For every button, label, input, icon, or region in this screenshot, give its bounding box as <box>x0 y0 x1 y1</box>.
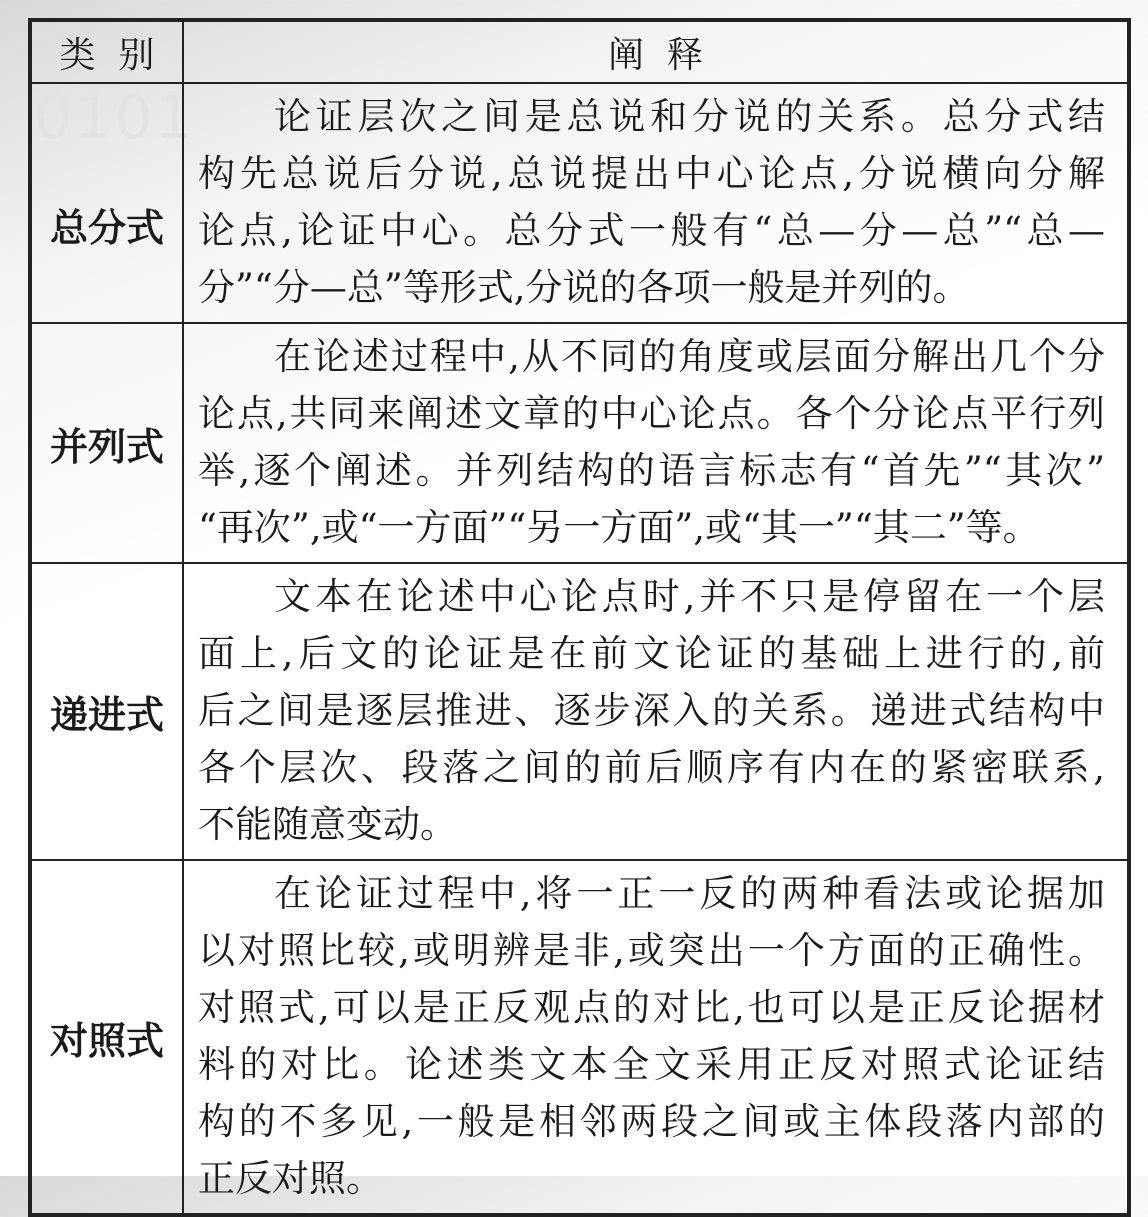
explanation-line: 料的对比。论述类文本全文采用正反对照式论证结 <box>198 1043 1105 1086</box>
header-explanation: 阐 释 <box>183 20 1129 83</box>
table-header-row <box>30 20 1129 83</box>
row-category: 总分式 <box>30 83 183 323</box>
row-category: 并列式 <box>30 323 183 563</box>
explanation-line: 正反对照。 <box>198 1157 383 1200</box>
explanation-line: 以对照比较,或明辨是非,或突出一个方面的正确性。 <box>198 929 1105 972</box>
explanation-line: 对照式,可以是正反观点的对比,也可以是正反论据材 <box>198 986 1105 1029</box>
explanation-line: 构先总说后分说,总说提出中心论点,分说横向分解 <box>198 152 1105 195</box>
row-category: 对照式 <box>30 860 183 1215</box>
explanation-line: 后之间是逐层推进、逐步深入的关系。递进式结构中 <box>198 689 1105 732</box>
table-row <box>30 860 1129 1215</box>
row-explanation <box>183 323 1129 563</box>
explanation-line: 在论证过程中,将一正一反的两种看法或论据加 <box>274 872 1105 915</box>
explanation-line: “再次”,或“一方面”“另一方面”,或“其一”“其二”等。 <box>198 506 1040 549</box>
explanation-line: 论证层次之间是总说和分说的关系。总分式结 <box>274 95 1105 138</box>
row-explanation <box>183 563 1129 860</box>
header-category: 类 别 <box>30 20 183 83</box>
row-explanation <box>183 83 1129 323</box>
explanation-line: 举,逐个阐述。并列结构的语言标志有“首先”“其次” <box>198 449 1105 492</box>
table-row <box>30 563 1129 860</box>
explanation-line: 各个层次、段落之间的前后顺序有内在的紧密联系, <box>198 746 1105 789</box>
explanation-line: 构的不多见,一般是相邻两段之间或主体段落内部的 <box>198 1100 1105 1143</box>
explanation-line: 面上,后文的论证是在前文论证的基础上进行的,前 <box>198 632 1105 675</box>
watermark: 0101 <box>34 83 195 153</box>
explanation-line: 分”“分—总”等形式,分说的各项一般是并列的。 <box>198 266 970 309</box>
explanation-line: 不能随意变动。 <box>198 803 457 846</box>
explanation-line: 论点,论证中心。总分式一般有“总—分—总”“总— <box>198 209 1105 252</box>
structure-table <box>28 18 1131 1217</box>
explanation-line: 在论述过程中,从不同的角度或层面分解出几个分 <box>274 335 1105 378</box>
explanation-line: 论点,共同来阐述文章的中心论点。各个分论点平行列 <box>198 392 1105 435</box>
table-row <box>30 83 1129 323</box>
table-row <box>30 323 1129 563</box>
row-category: 递进式 <box>30 563 183 860</box>
explanation-line: 文本在论述中心论点时,并不只是停留在一个层 <box>274 575 1105 618</box>
row-explanation <box>183 860 1129 1215</box>
